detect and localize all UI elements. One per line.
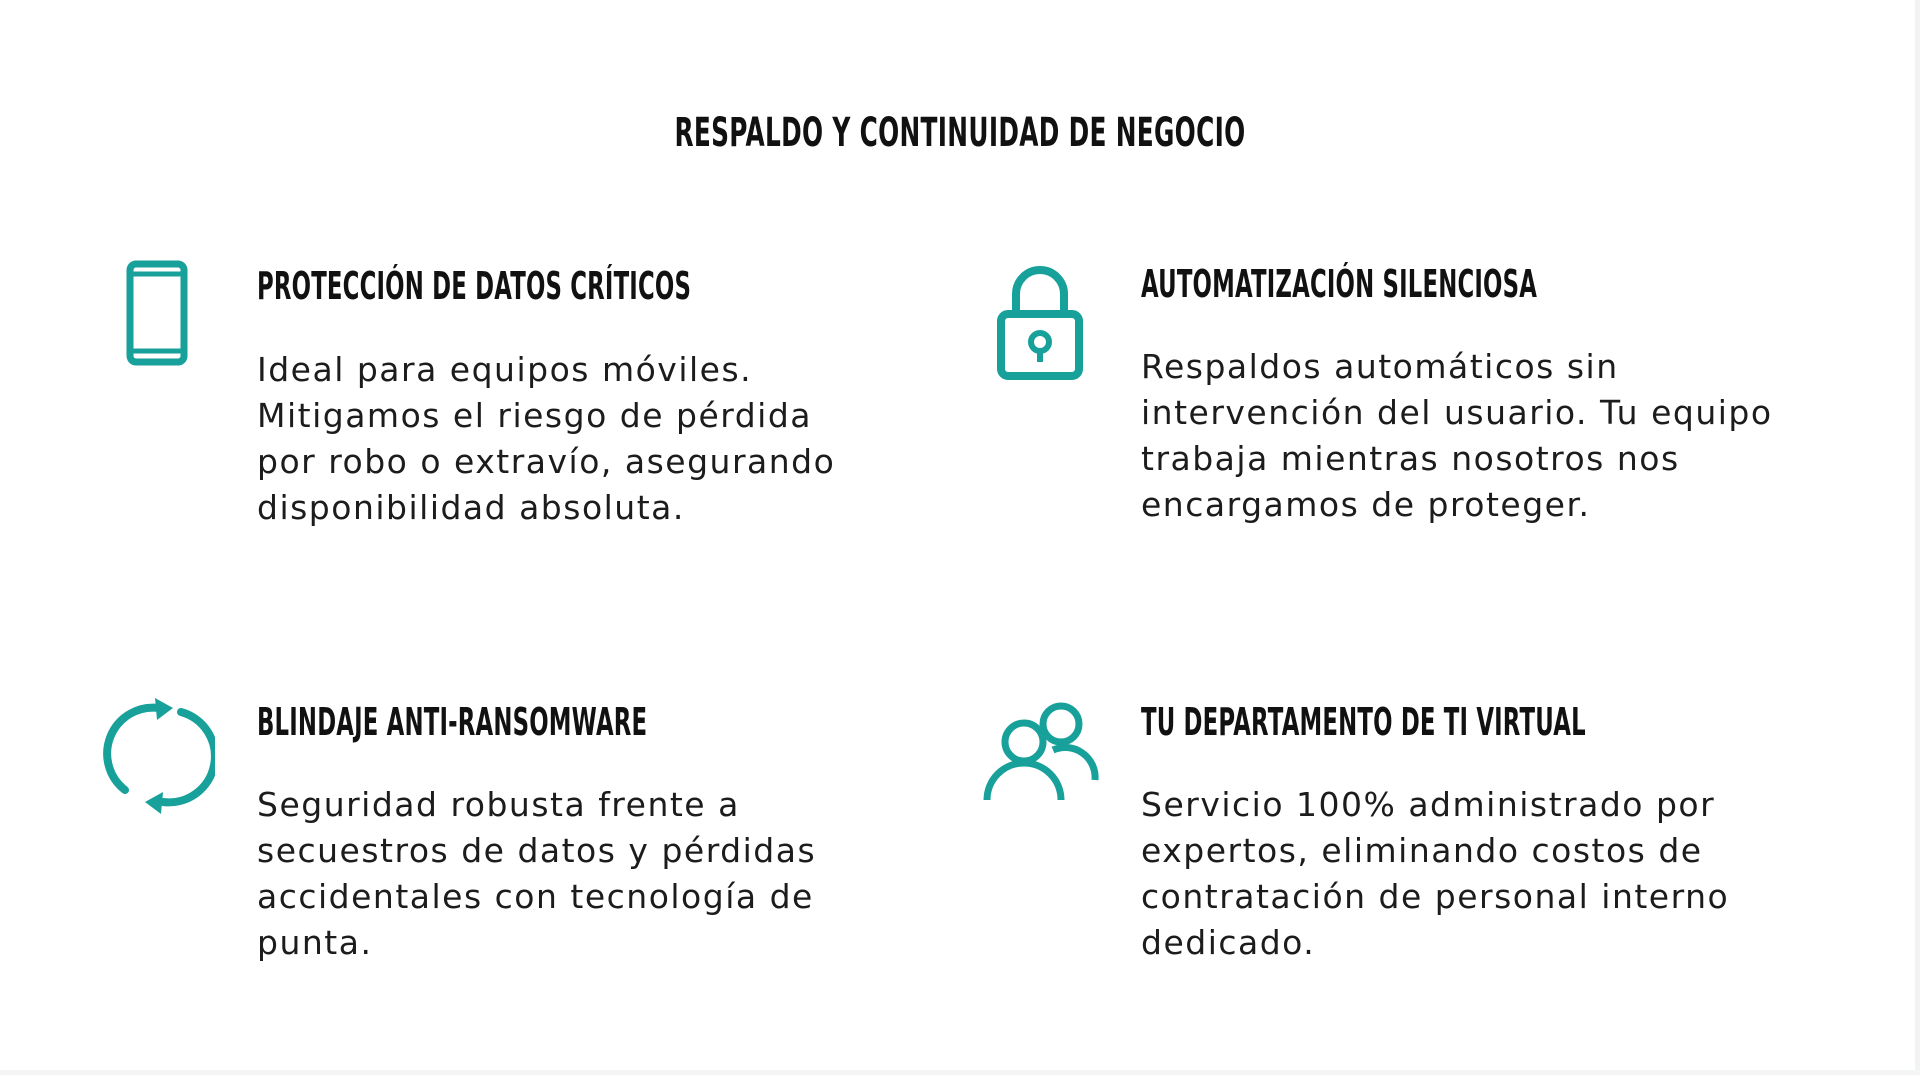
feature-title: TU DEPARTAMENTO DE TI VIRTUAL	[1141, 700, 1586, 744]
bottom-edge-shadow	[0, 1070, 1920, 1075]
page-title: RESPALDO Y CONTINUIDAD DE NEGOCIO	[674, 110, 1246, 156]
feature-title: AUTOMATIZACIÓN SILENCIOSA	[1141, 262, 1538, 306]
feature-description: Seguridad robusta frente a secuestros de datos y pérdidas accidentales con tecnología de punta.	[257, 785, 817, 962]
right-edge-shadow	[1915, 0, 1920, 1075]
users-icon	[981, 700, 1101, 804]
padlock-icon	[996, 262, 1084, 382]
smartphone-icon	[126, 260, 188, 366]
feature-description: Ideal para equipos móviles. Mitigamos el riesgo de pérdida por robo o extravío, asegurando disponibilidad absoluta.	[257, 350, 836, 527]
refresh-icon	[103, 694, 215, 820]
feature-title: PROTECCIÓN DE DATOS CRÍTICOS	[257, 264, 692, 308]
feature-description: Respaldos automáticos sin intervención del usuario. Tu equipo trabaja mientras nosotros nos encargamos de proteger.	[1141, 347, 1773, 524]
feature-title: BLINDAJE ANTI-RANSOMWARE	[257, 700, 648, 744]
feature-description: Servicio 100% administrado por expertos, eliminando costos de contratación de personal interno dedicado.	[1141, 785, 1730, 962]
